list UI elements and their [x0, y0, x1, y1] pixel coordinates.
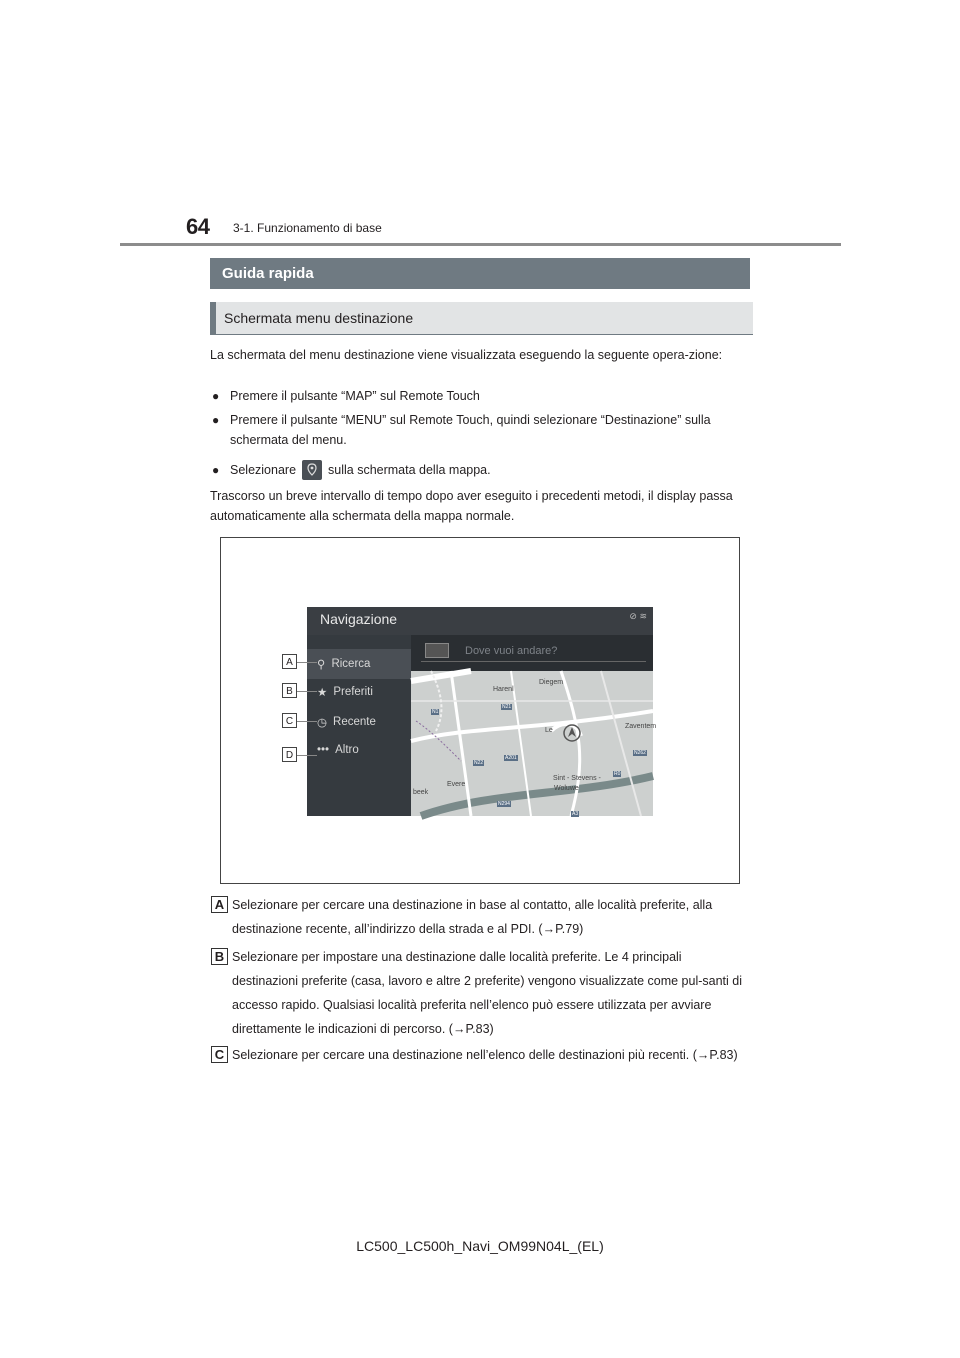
star-icon: ★ — [317, 687, 328, 699]
bullet-text: sulla schermata della mappa. — [328, 463, 491, 477]
signal-status-icon: ⊘ ≋ — [629, 611, 647, 621]
bullet-dot-icon: ● — [212, 389, 220, 403]
menu-item-label: Ricerca — [331, 658, 371, 670]
menu-item-label: Recente — [333, 716, 376, 728]
subsection-heading: Schermata menu destinazione — [210, 302, 753, 335]
keyboard-toggle-icon — [425, 643, 449, 658]
road-label: N21 — [502, 704, 512, 710]
screen-title: Navigazione — [320, 611, 398, 627]
navigation-screen — [307, 607, 657, 817]
road-label: N294 — [498, 801, 510, 807]
map-label: Harenl — [493, 686, 514, 693]
page-number: 64 — [186, 214, 210, 239]
menu-item-altro[interactable] — [317, 744, 359, 756]
label-b: B — [211, 948, 228, 965]
search-placeholder: Dove vuoi andare? — [465, 645, 558, 657]
bullet-item — [212, 410, 747, 450]
callout-c: C — [282, 713, 297, 728]
subsection-divider — [210, 334, 753, 335]
callout-d: D — [282, 747, 297, 762]
callout-leader — [297, 721, 317, 722]
bullet-text: Selezionare — [230, 463, 297, 477]
map-label: Diegem — [539, 679, 564, 686]
map-label: Woluwe — [554, 785, 579, 792]
callout-leader — [297, 691, 317, 692]
map-roads — [411, 671, 653, 816]
bullet-text: Premere il pulsante “MAP” sul Remote Touch — [230, 389, 480, 403]
bullet-dot-icon: ● — [212, 413, 220, 427]
menu-item-ricerca[interactable] — [307, 649, 411, 679]
intro-paragraph: La schermata del menu destinazione viene visualizzata eseguendo la seguente opera-zione: — [210, 348, 723, 362]
callout-leader — [297, 662, 317, 663]
menu-item-preferiti[interactable] — [317, 685, 373, 699]
menu-item-recente[interactable] — [317, 715, 376, 729]
map-label: Zaventem — [625, 723, 657, 730]
map-label: Le — [545, 727, 553, 734]
description-c: Selezionare per cercare una destinazione nell’elenco delle destinazioni più recenti. (→P.83) — [232, 1048, 738, 1062]
menu-item-label: Altro — [335, 744, 359, 756]
road-label: N262 — [634, 750, 646, 756]
search-field[interactable] — [421, 641, 646, 662]
label-c: C — [211, 1046, 228, 1063]
road-label: R0 — [614, 771, 621, 777]
road-label: N1 — [432, 709, 439, 715]
callout-b: B — [282, 683, 297, 698]
label-a: A — [211, 896, 228, 913]
description-a: Selezionare per cercare una destinazione in base al contatto, alle località preferite, alla destinazione recente, all’indirizzo della strada e al PDI. (→P.79) — [232, 898, 713, 936]
bullet-text: Premere il pulsante “MENU” sul Remote Touch, quindi selezionare “Destinazione” sulla schermata del menu. — [230, 413, 711, 447]
menu-item-label: Preferiti — [333, 686, 373, 698]
destination-search-bar[interactable] — [411, 635, 653, 671]
bullet-dot-icon: ● — [212, 463, 220, 477]
screen-sidebar — [307, 635, 411, 816]
header-divider — [120, 243, 841, 246]
map-label: beek — [413, 789, 429, 796]
clock-icon: ◷ — [317, 717, 328, 729]
road-label: A3 — [572, 811, 579, 817]
post-method-paragraph: Trascorso un breve intervallo di tempo dopo aver eseguito i precedenti metodi, il display passa automaticamente alla schermata della mappa normale. — [210, 489, 733, 523]
road-label: N22 — [474, 760, 484, 766]
map-label: Sint - Stevens - — [553, 775, 601, 782]
section-heading: Guida rapida — [210, 258, 750, 289]
callout-a: A — [282, 654, 297, 669]
description-b: Selezionare per impostare una destinazione dalle località preferite. Le 4 principali destinazioni preferite (casa, lavoro e altre 2 preferite) vengono visualizzate come pul-santi di accesso rapido. Qualsiasi località preferita nell’elenco può essere utilizzata per avviare direttamente le indicazioni di percorso. (→P.83) — [232, 950, 742, 1036]
bullet-item — [212, 460, 747, 480]
document-code: LC500_LC500h_Navi_OM99N04L_(EL) — [356, 1238, 604, 1254]
more-icon: ••• — [317, 744, 330, 756]
road-label: A201 — [505, 755, 517, 761]
map-view[interactable] — [411, 671, 657, 817]
callout-leader — [297, 755, 317, 756]
bullet-item — [212, 386, 752, 406]
map-label: Evere — [447, 781, 466, 788]
search-icon: ⚲ — [317, 659, 326, 671]
section-reference: 3-1. Funzionamento di base — [233, 221, 382, 235]
destination-pin-icon — [302, 460, 322, 480]
